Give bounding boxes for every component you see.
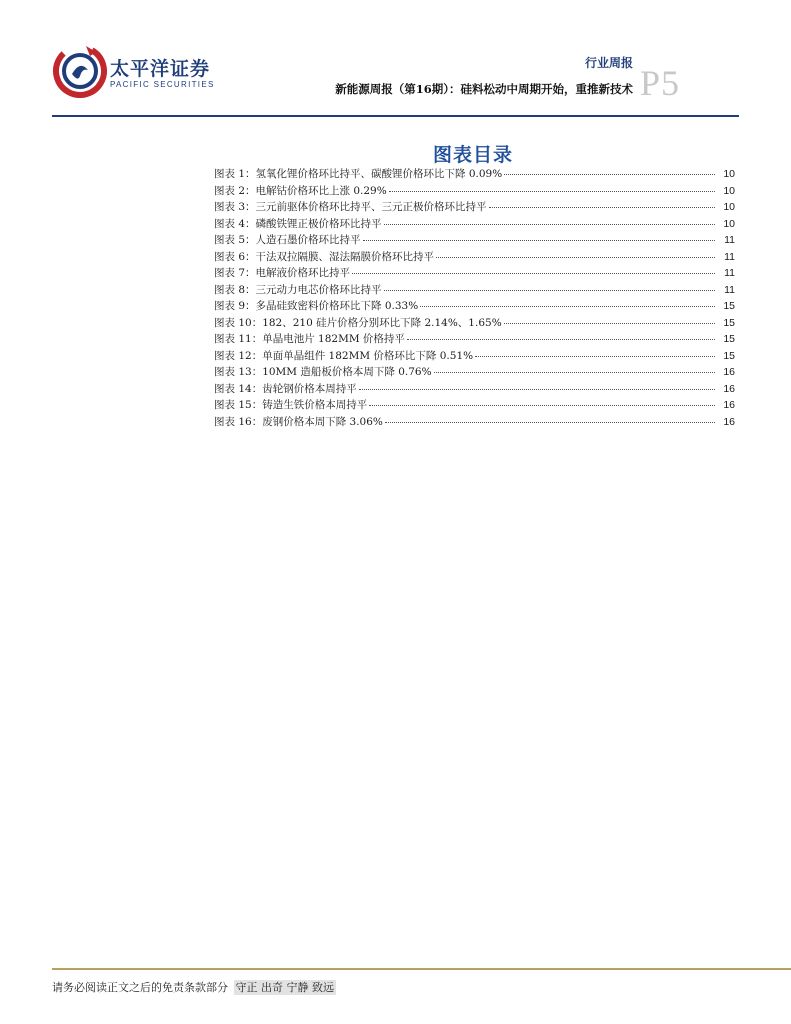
toc-dot-leader xyxy=(359,379,715,390)
toc-entry[interactable] xyxy=(214,414,735,431)
toc-entry-page: 16 xyxy=(723,399,735,411)
toc-title: 图表目录 xyxy=(432,144,513,166)
toc-dot-leader xyxy=(384,280,715,291)
toc-entry-page: 11 xyxy=(724,250,735,263)
footer xyxy=(52,979,336,995)
company-logo xyxy=(52,42,215,100)
toc-entry-page: 16 xyxy=(723,415,735,428)
toc-dot-leader xyxy=(504,164,715,175)
toc-dot-leader xyxy=(407,329,715,340)
toc-entry-label: 图表 7：电解液价格环比持平 xyxy=(214,267,351,279)
toc-entry-page: 10 xyxy=(723,201,735,213)
toc-entry-label: 图表 9：多晶硅致密料价格环比下降 0.33% xyxy=(214,300,419,312)
toc-entry-page: 16 xyxy=(723,366,735,378)
toc-entry-page: 10 xyxy=(723,217,735,230)
toc-dot-leader xyxy=(389,181,715,192)
toc-dot-leader xyxy=(352,263,715,274)
table-of-figures xyxy=(214,166,735,430)
toc-entry-label: 图表 6：干法双拉隔膜、湿法隔膜价格环比持平 xyxy=(214,250,435,263)
toc-entry-label: 图表 5：人造石墨价格环比持平 xyxy=(214,234,361,246)
toc-entry-page: 11 xyxy=(724,234,735,246)
toc-entry-page: 15 xyxy=(723,349,735,362)
toc-entry-label: 图表 8：三元动力电芯价格环比持平 xyxy=(214,283,382,296)
pacific-securities-logo-icon xyxy=(52,42,108,98)
header-divider xyxy=(52,115,739,117)
toc-entry-page: 10 xyxy=(723,168,735,180)
report-title: 新能源周报（第16期）：硅料松动中周期开始，重推新技术 xyxy=(335,82,633,96)
toc-entry-label: 图表 1：氢氧化锂价格环比持平、碳酸锂价格环比下降 0.09% xyxy=(214,168,503,180)
toc-entry-label: 图表 12：单面单晶组件 182MM 价格环比下降 0.51% xyxy=(214,349,474,362)
toc-dot-leader xyxy=(363,230,715,241)
toc-dot-leader xyxy=(385,412,715,423)
toc-entry-page: 15 xyxy=(723,300,735,312)
toc-dot-leader xyxy=(434,362,715,373)
toc-entry-page: 11 xyxy=(724,283,735,296)
toc-dot-leader xyxy=(489,197,715,208)
toc-dot-leader xyxy=(369,395,715,406)
toc-entry-label: 图表 16：废钢价格本周下降 3.06% xyxy=(214,415,383,428)
toc-entry-page: 11 xyxy=(724,267,735,279)
toc-entry-page: 10 xyxy=(723,184,735,197)
toc-dot-leader xyxy=(384,214,715,225)
toc-entry-label: 图表 3：三元前驱体价格环比持平、三元正极价格环比持平 xyxy=(214,201,487,213)
toc-entry-page: 16 xyxy=(723,382,735,395)
footer-motto: 守正 出奇 宁静 致远 xyxy=(235,981,334,994)
toc-dot-leader xyxy=(475,346,715,357)
logo-text-cn: 太平洋证券 xyxy=(110,58,211,80)
toc-dot-leader xyxy=(436,247,715,258)
toc-entry-label: 图表 2：电解钴价格环比上涨 0.29% xyxy=(214,184,387,197)
logo-text-en: PACIFIC SECURITIES xyxy=(110,80,215,89)
toc-entry-label: 图表 15：铸造生铁价格本周持平 xyxy=(214,399,368,411)
toc-entry-label: 图表 14：齿轮钢价格本周持平 xyxy=(214,382,357,395)
toc-dot-leader xyxy=(504,313,715,324)
toc-dot-leader xyxy=(420,296,715,307)
footer-disclaimer: 请务必阅读正文之后的免责条款部分 xyxy=(52,981,228,994)
toc-entry-label: 图表 4：磷酸铁锂正极价格环比持平 xyxy=(214,217,382,230)
toc-entry-label: 图表 11：单晶电池片 182MM 价格持平 xyxy=(214,333,405,345)
report-type: 行业周报 xyxy=(584,56,633,70)
page-number: P5 xyxy=(640,63,681,103)
toc-entry-page: 15 xyxy=(723,333,735,345)
toc-entry-label: 图表 10：182、210 硅片价格分别环比下降 2.14%、1.65% xyxy=(214,316,502,329)
toc-entry-label: 图表 13：10MM 造船板价格本周下降 0.76% xyxy=(214,366,432,378)
footer-divider xyxy=(52,968,791,970)
toc-entry-page: 15 xyxy=(723,316,735,329)
